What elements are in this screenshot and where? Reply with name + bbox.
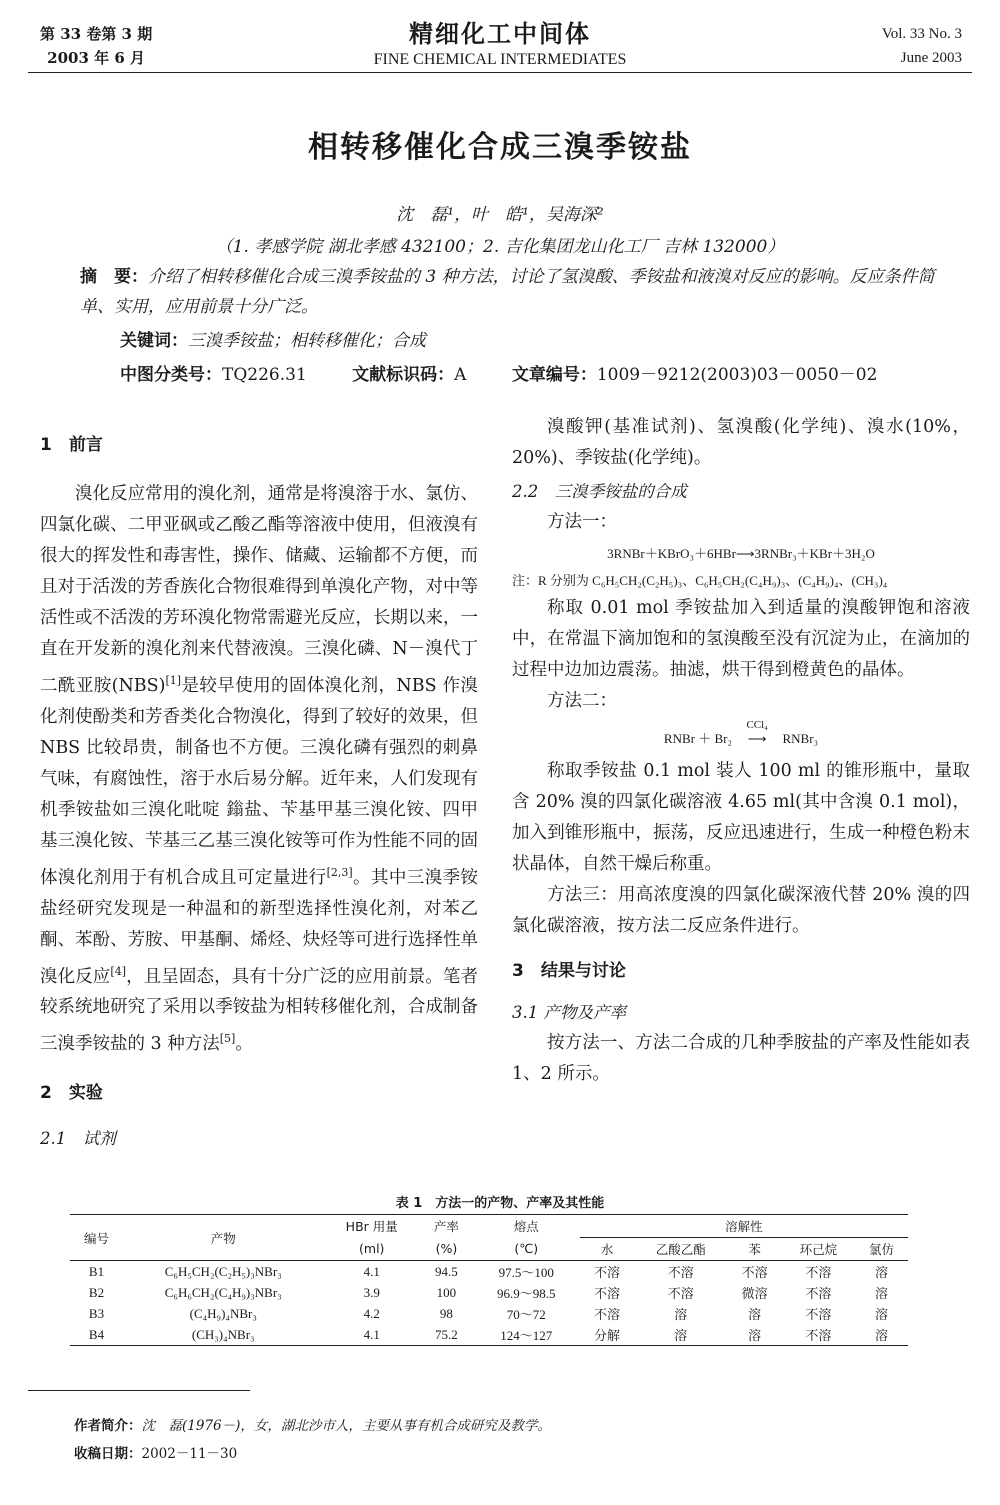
section-3-heading: 3 结果与讨论: [512, 961, 626, 981]
col-header-id: 编号: [70, 1215, 123, 1261]
table-row: [70, 1261, 908, 1283]
volume-en: Vol. 33 No. 3: [881, 26, 962, 42]
keywords-label: 关键词：: [120, 331, 188, 351]
table-cell: 不溶: [593, 1265, 620, 1280]
table-cell: 75.2: [435, 1326, 458, 1342]
col-header-sol-1: 乙酸乙酯: [655, 1242, 706, 1257]
section-1-heading: 1 前言: [40, 435, 103, 455]
keywords-text: 三溴季铵盐；相转移催化；合成: [188, 331, 426, 351]
table-cell: 4.2: [363, 1305, 380, 1321]
method-2-text: 称取季铵盐 0.1 mol 装人 100 ml 的锥形瓶中，量取含 20% 溴的四氯化碳溶液 4.65 ml(其中含溴 0.1 mol)，加入到锥形瓶中，振荡，反应迅速进行，生成一种橙色粉末状晶体，自然干燥后称重。: [512, 761, 970, 874]
table-cell: 不溶: [593, 1307, 620, 1322]
table-cell: 4.1: [363, 1263, 380, 1279]
table-cell: B3: [88, 1305, 105, 1321]
journal-name-en: FINE CHEMICAL INTERMEDIATES: [373, 51, 627, 68]
clc-number: 中图分类号：TQ226.31: [120, 365, 307, 385]
col-header-yield-unit: (%): [435, 1241, 458, 1257]
table-cell: 70～72: [506, 1307, 546, 1322]
table-1-caption: 表 1 方法一的产物、产率及其性能: [395, 1196, 605, 1211]
article-number: 文章编号：1009－9212(2003)03－0050－02: [511, 365, 878, 385]
table-cell: 不溶: [667, 1286, 694, 1301]
table-cell: 溶: [674, 1328, 688, 1343]
volume-cn: 第 33 卷第 3 期: [40, 25, 153, 43]
section-2-heading: 2 实验: [40, 1083, 103, 1104]
table-cell: 96.9～98.5: [497, 1286, 556, 1301]
col-header-hbr: HBr 用量: [345, 1219, 398, 1235]
table-row: [70, 1324, 908, 1346]
header-rule: [28, 72, 972, 73]
equation-1-note: 注：R 分别为 C₆H₅CH₂(C₂H₅)₃、C₆H₅CH₂(C₄H₉)₃、(C₄H₉)₄、(CH₃)₄: [512, 573, 888, 588]
author-bio-label: 作者简介：: [74, 1418, 142, 1434]
table-cell: C₆H₅CH₂(C₂H₅)₃NBr₃: [164, 1263, 282, 1279]
table-cell: 3.9: [363, 1284, 380, 1300]
method-3-text: 方法三：用高浓度溴的四氯化碳深液代替 20% 溴的四氯化碳溶液，按方法二反应条件进行。: [512, 885, 970, 936]
journal-name-cn: 精细化工中间体: [409, 19, 591, 48]
section-2-1-heading: 2.1 试剂: [40, 1129, 116, 1149]
footnote-rule: [28, 1390, 250, 1391]
table-cell: 溶: [874, 1286, 888, 1301]
keywords: [120, 326, 426, 351]
table-1: [70, 1214, 908, 1346]
table-cell: 溶: [748, 1307, 762, 1322]
table-cell: B1: [88, 1263, 105, 1279]
table-cell: 不溶: [667, 1265, 694, 1280]
table-cell: 不溶: [741, 1265, 768, 1280]
received-date: [74, 1442, 237, 1462]
table-cell: B4: [88, 1326, 105, 1342]
ref-4[interactable]: [4]: [110, 964, 126, 978]
table-cell: 溶: [874, 1265, 888, 1280]
table-cell: 分解: [593, 1328, 620, 1343]
table-cell: C₆H₆CH₂(C₄H₉)₃NBr₃: [164, 1284, 282, 1300]
table-cell: 溶: [748, 1328, 762, 1343]
section-3-1-heading: 3.1 产物及产率: [512, 1003, 626, 1022]
table-cell: 97.5～100: [498, 1265, 554, 1280]
abstract-text: 介绍了相转移催化合成三溴季铵盐的 3 种方法，讨论了氢溴酸、季铵盐和液溴对反应的影响。反应条件简单、实用，应用前景十分广泛。: [80, 267, 935, 317]
table-cell: 4.1: [363, 1326, 380, 1342]
table-cell: (C₄H₉)₄NBr₃: [189, 1305, 257, 1321]
col-header-yield: 产率: [433, 1219, 459, 1235]
reaction-condition: CCl₄: [746, 719, 769, 731]
reaction-arrow: CCl₄ ⟶: [735, 723, 779, 754]
received-date-label: 收稿日期：: [74, 1446, 142, 1462]
table-cell: 微溶: [741, 1286, 768, 1301]
table-cell: 溶: [674, 1307, 688, 1322]
section-3-1-text: 按方法一、方法二合成的几种季胺盐的产率及性能如表 1、2 所示。: [512, 1033, 970, 1084]
equation-1: 3RNBr＋KBrO₃＋6HBr⟶3RNBr₃＋KBr＋3H₂O: [607, 546, 875, 561]
col-header-sol-2: 苯: [748, 1242, 761, 1257]
date-cn: 2003 年 6 月: [47, 49, 146, 67]
abstract-label: 摘 要：: [80, 267, 148, 287]
intro-paragraph: 溴化反应常用的溴化剂，通常是将溴溶于水、氯仿、四氯化碳、二甲亚砜或乙酸乙酯等溶液中使用，但液溴有很大的挥发性和毒害性，操作、储藏、运输都不方便，而且对于活泼的芳香族化合物很难得到单溴化产物，对中等活性或不活泼的芳环溴化物常需避光反应，长期以来，一直在开发新的溴化剂来代替液溴。三溴化磷、N－溴代丁二酰亚胺(NBS)[1]是较早使用的固体溴化剂，NBS 作溴化剂使酚类和芳香类化合物溴化，得到了较好的效果，但 NBS 比较昂贵，制备也不方便。三溴化磷有强烈的刺鼻气味，有腐蚀性，溶于水后易分解。近年来，人们发现有机季铵盐如三溴化吡啶 鎓盐、苄基甲基三溴化铵、四甲基三溴化铵、苄基三乙基三溴化铵等可作为性能不同的固体溴化剂用于有机合成且可定量进行[2,3]。其中三溴季铵盐经研究发现是一种温和的新型选择性溴化剂，对苯乙酮、苯酚、芳胺、甲基酮、烯烃、炔烃等可进行选择性单溴化反应[4]，且呈固态，具有十分广泛的应用前景。笔者较系统地研究了采用以季铵盐为相转移催化剂，合成制备三溴季铵盐的 3 种方法[5]。: [40, 484, 479, 1055]
method-2-label: 方法二：: [547, 691, 617, 711]
section-2-2-heading: 2.2 三溴季铵盐的合成: [512, 482, 687, 501]
table-cell: 124～127: [500, 1328, 553, 1343]
method-1-text: 称取 0.01 mol 季铵盐加入到适量的溴酸钾饱和溶液中，在常温下滴加饱和的氢溴酸至没有沉淀为止，在滴加的过程中边加边震荡。抽滤，烘干得到橙黄色的晶体。: [512, 598, 970, 680]
table-cell: B2: [88, 1284, 105, 1300]
ref-1[interactable]: [1]: [165, 674, 182, 687]
table-cell: (CH₃)₄NBr₃: [191, 1326, 255, 1342]
author-bio: [74, 1414, 551, 1434]
author-bio-text: 沈 磊(1976－)，女，湖北沙市人，主要从事有机合成研究及教学。: [141, 1418, 551, 1434]
table-cell: 溶: [874, 1328, 888, 1343]
table-cell: 不溶: [593, 1286, 620, 1301]
table-cell: 不溶: [805, 1286, 832, 1301]
received-date-text: 2002－11－30: [141, 1446, 238, 1462]
date-en: June 2003: [900, 50, 962, 66]
table-cell: 94.5: [435, 1263, 458, 1279]
col-header-product: 产物: [123, 1215, 324, 1261]
authors: 沈 磊¹，叶 皓¹，吴海深²: [396, 205, 604, 225]
abstract: [80, 262, 940, 322]
ref-5[interactable]: [5]: [219, 1032, 236, 1046]
classification-info: [120, 360, 917, 385]
table-row: [70, 1282, 908, 1303]
reagents-text: 溴酸钾(基准试剂)、氢溴酸(化学纯)、溴水(10%，20%)、季铵盐(化学纯)。: [512, 417, 970, 468]
article-title: 相转移催化合成三溴季铵盐: [308, 130, 692, 165]
issue-info-cn: [40, 22, 152, 70]
col-header-sol-0: 水: [600, 1242, 614, 1257]
col-header-mp-unit: (℃): [514, 1241, 539, 1257]
table-cell: 不溶: [805, 1328, 832, 1343]
document-code: 文献标识码：A: [352, 365, 467, 385]
method-1-label: 方法一：: [547, 512, 617, 532]
table-cell: 不溶: [805, 1265, 832, 1280]
journal-name: [300, 14, 700, 69]
table-row: [70, 1303, 908, 1324]
left-column: [40, 430, 478, 1154]
col-header-solubility: 溶解性: [580, 1215, 908, 1238]
col-header-sol-3: 环己烷: [799, 1242, 838, 1257]
right-column: [512, 412, 970, 1090]
col-header-hbr-unit: (ml): [359, 1241, 385, 1257]
ref-2-3[interactable]: [2,3]: [326, 865, 353, 879]
issue-info-en: [882, 22, 962, 70]
equation-2: RNBr ＋ Br₂ CCl₄ ⟶ RNBr₃: [512, 723, 970, 754]
col-header-sol-4: 氯仿: [868, 1242, 894, 1257]
table-cell: 不溶: [805, 1307, 832, 1322]
col-header-mp: 熔点: [513, 1219, 539, 1235]
affiliation: （1. 孝感学院 湖北孝感 432100；2. 吉化集团龙山化工厂 吉林 132000）: [215, 237, 785, 257]
table-cell: 溶: [874, 1307, 888, 1322]
table-cell: 98: [439, 1305, 453, 1321]
table-cell: 100: [436, 1284, 457, 1300]
